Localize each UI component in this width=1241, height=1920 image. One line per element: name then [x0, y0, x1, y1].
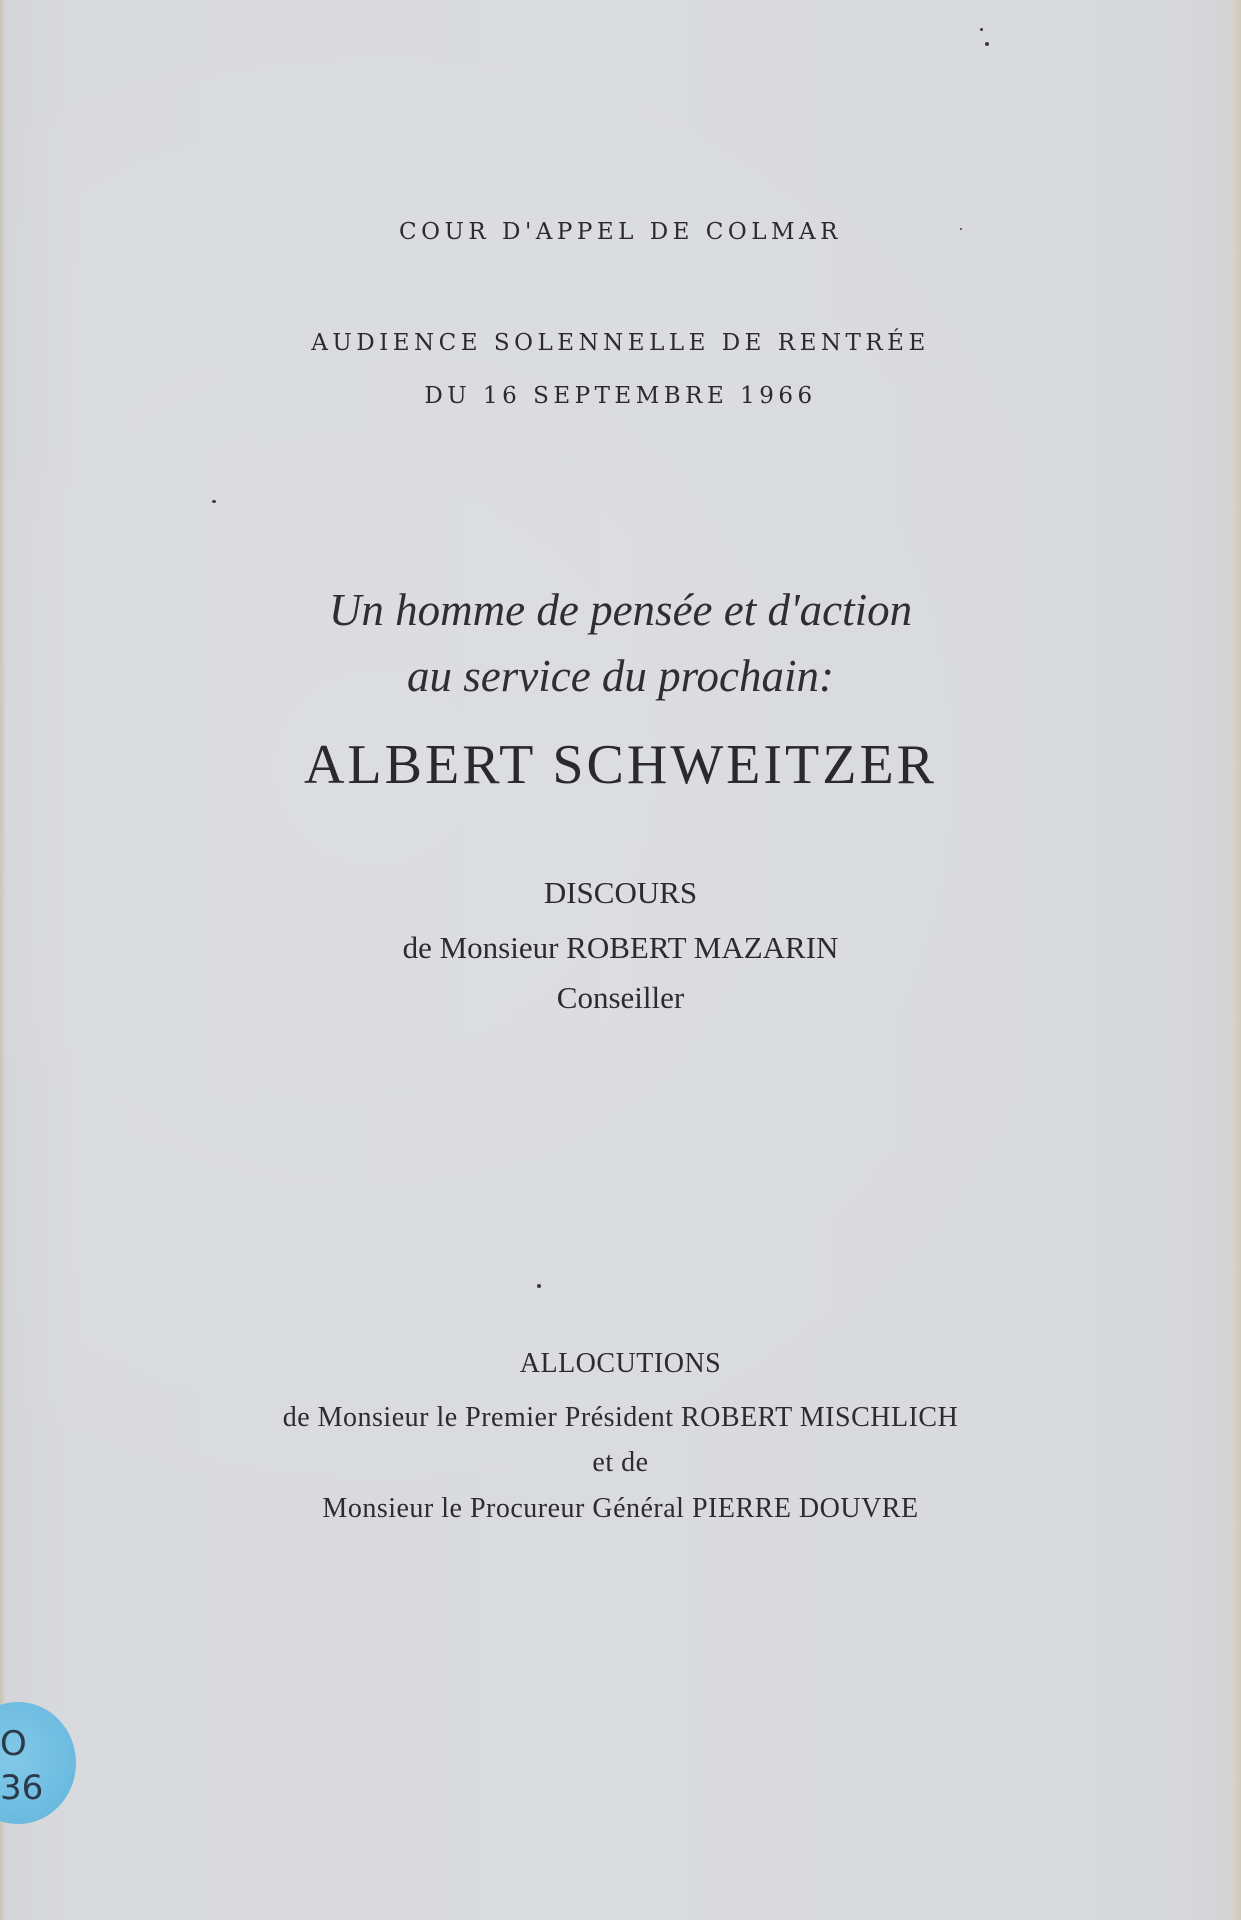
- court-name: COUR D'APPEL DE COLMAR: [399, 219, 842, 245]
- session-title: AUDIENCE SOLENNELLE DE RENTRÉE: [311, 330, 930, 356]
- subtitle-line-1: Un homme de pensée et d'action: [328, 585, 913, 635]
- addresses-line-2: et de: [592, 1447, 649, 1478]
- paper-speck: [985, 42, 989, 46]
- paper-speck: [980, 28, 983, 31]
- library-stamp: [0, 1702, 76, 1824]
- paper-speck: [212, 500, 216, 503]
- speech-speaker: de Monsieur ROBERT MAZARIN: [402, 930, 839, 965]
- library-stamp-line-2: 36: [0, 1768, 44, 1808]
- addresses-line-1: de Monsieur le Premier Président ROBERT MISCHLICH: [282, 1402, 959, 1433]
- speech-speaker-role: Conseiller: [556, 980, 685, 1015]
- session-date: DU 16 SEPTEMBRE 1966: [424, 383, 817, 409]
- paper-speck: [537, 1284, 541, 1288]
- speech-heading: DISCOURS: [543, 875, 698, 910]
- main-title: ALBERT SCHWEITZER: [303, 734, 937, 796]
- subtitle-line-2: au service du prochain:: [407, 651, 834, 701]
- addresses-heading: ALLOCUTIONS: [519, 1348, 722, 1379]
- addresses-line-3: Monsieur le Procureur Général PIERRE DOUVRE: [322, 1493, 919, 1524]
- library-stamp-line-1: O: [0, 1724, 27, 1764]
